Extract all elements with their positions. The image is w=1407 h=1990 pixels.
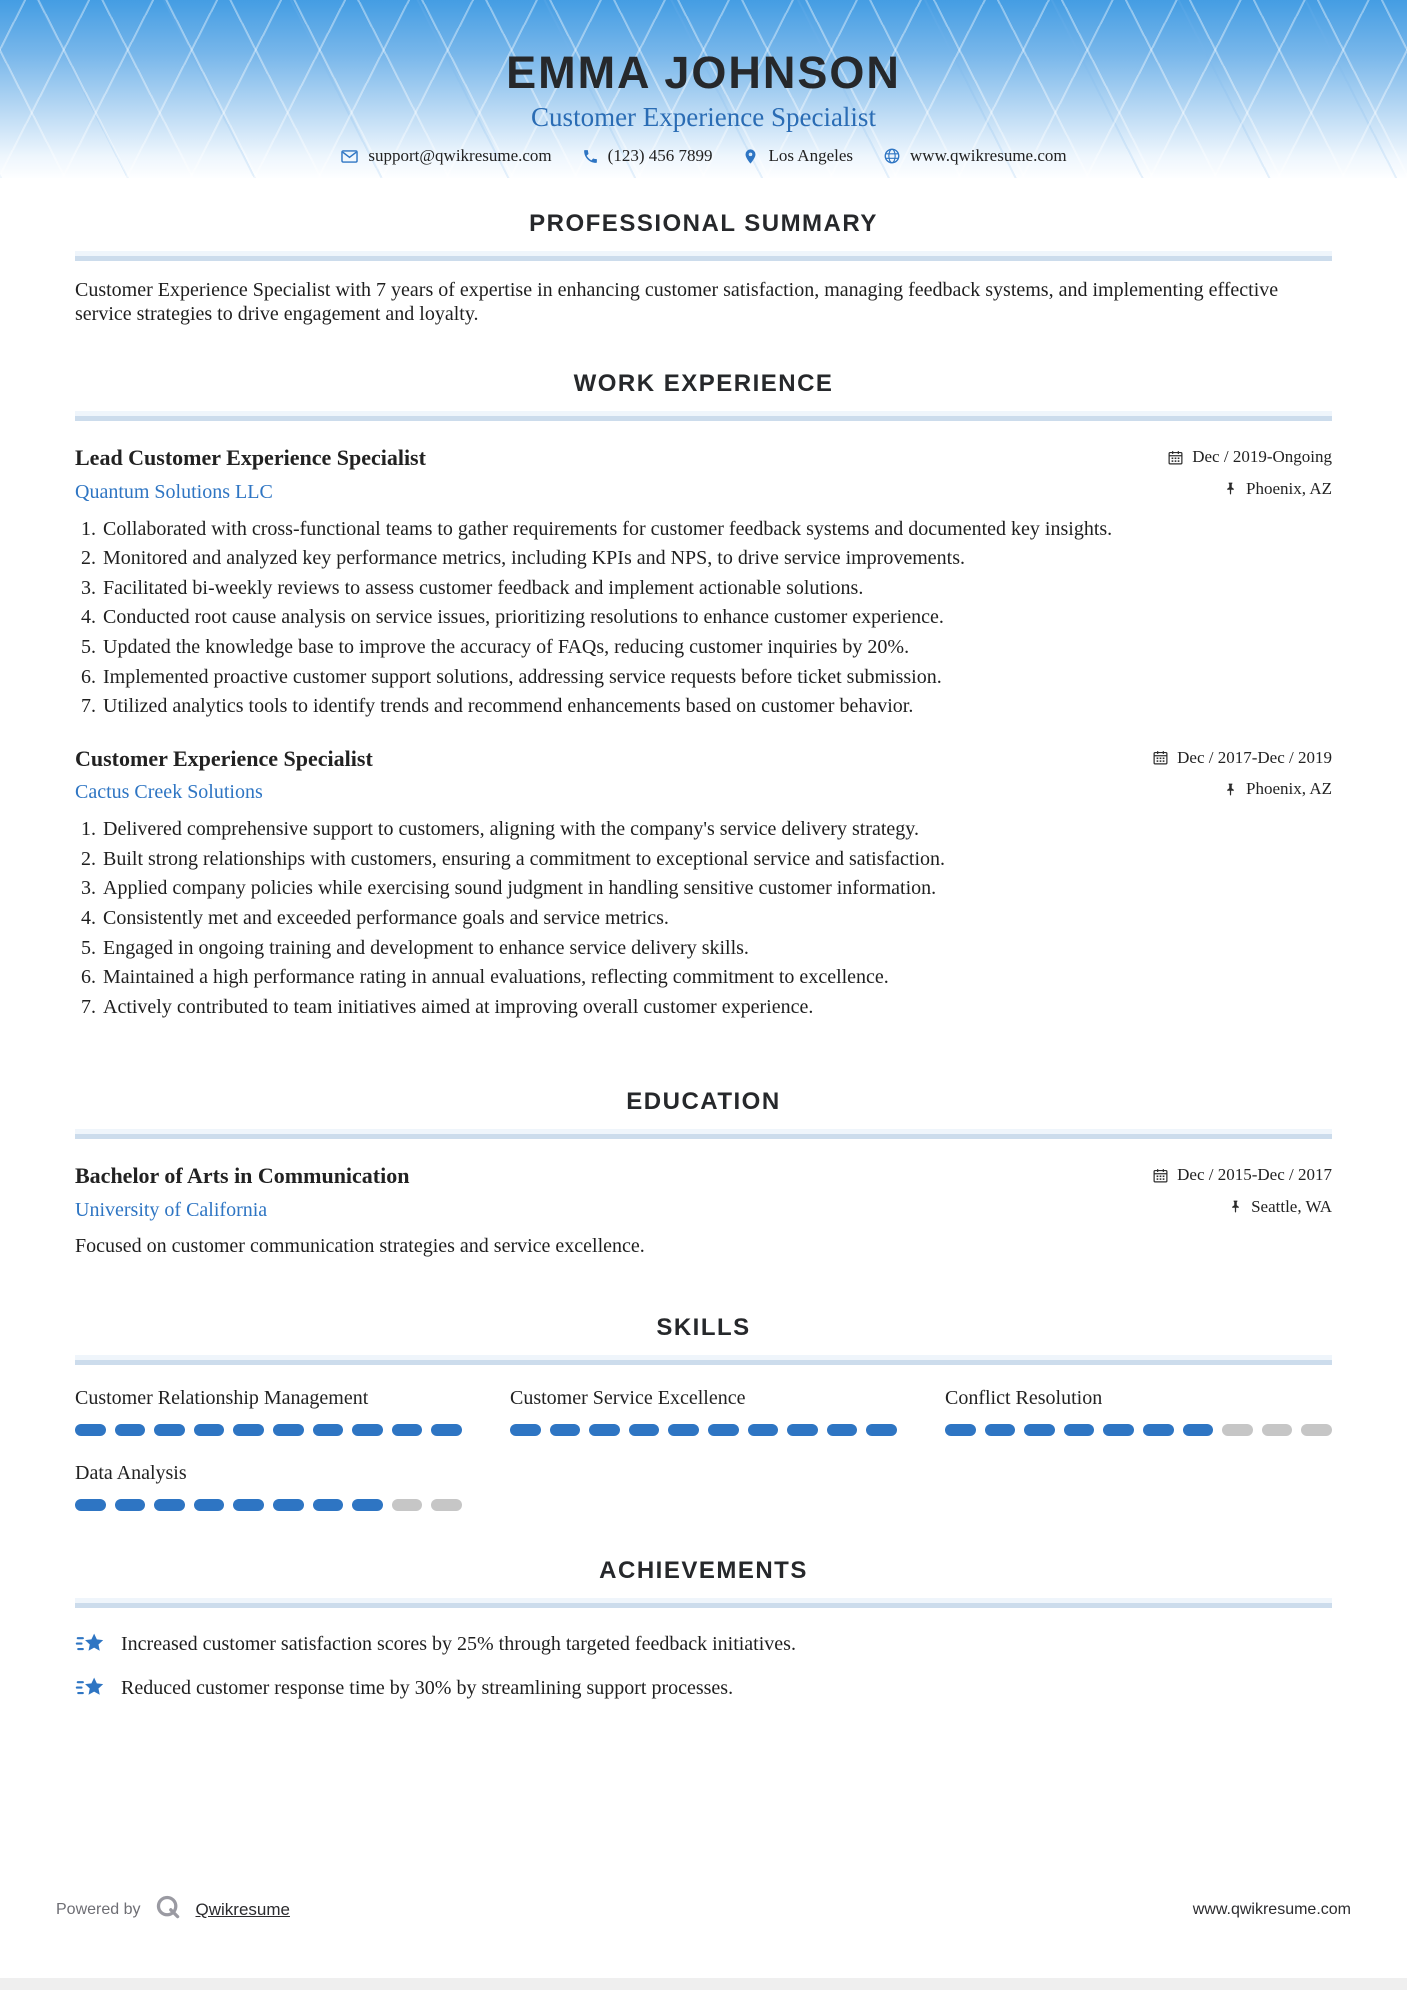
page-footer	[56, 1892, 1351, 1928]
skill-segment	[1183, 1424, 1214, 1436]
qwikresume-logo-icon	[153, 1892, 184, 1928]
section-work-experience	[75, 370, 1332, 1018]
skill-segment	[194, 1424, 225, 1436]
skill-segment	[1262, 1424, 1293, 1436]
job-bullet: 5. Engaged in ongoing training and development to enhance service delivery skills.	[101, 937, 1332, 960]
contact-text: Los Angeles	[768, 146, 854, 165]
skill-segment	[589, 1424, 620, 1436]
skill-segment	[510, 1424, 541, 1436]
globe-icon	[883, 147, 901, 165]
calendar-icon	[1152, 749, 1169, 766]
candidate-name: EMMA JOHNSON	[506, 47, 901, 98]
skill-segment	[431, 1499, 462, 1511]
map-pin-icon	[742, 148, 759, 165]
skill-segment	[1103, 1424, 1134, 1436]
job-bullet-list	[75, 818, 1332, 1018]
job-location	[1152, 779, 1332, 799]
skill-segment	[115, 1424, 146, 1436]
skill-segment	[866, 1424, 897, 1436]
skill-segment	[115, 1499, 146, 1511]
job-bullet: 3. Facilitated bi-weekly reviews to assess customer feedback and implement actionable solutions.	[101, 577, 1332, 600]
job-bullet: 2. Built strong relationships with customers, ensuring a commitment to exceptional service and satisfaction.	[101, 848, 1332, 871]
degree-title: Bachelor of Arts in Communication	[75, 1163, 410, 1189]
skill-segment	[75, 1424, 106, 1436]
skill-segment	[668, 1424, 699, 1436]
skill-segment	[352, 1499, 383, 1511]
company-link[interactable]: Quantum Solutions LLC	[75, 480, 273, 503]
job-bullet: 2. Monitored and analyzed key performance metrics, including KPIs and NPS, to drive service improvements.	[101, 547, 1332, 570]
skill-item	[75, 1387, 462, 1436]
job-bullet: 1. Delivered comprehensive support to customers, aligning with the company's service delivery strategy.	[101, 818, 1332, 841]
skill-segment	[233, 1424, 264, 1436]
work-heading: WORK EXPERIENCE	[573, 370, 834, 398]
skill-segment	[1064, 1424, 1095, 1436]
education-heading: EDUCATION	[626, 1088, 781, 1116]
education-dates	[1152, 1165, 1332, 1185]
phone-icon	[582, 148, 599, 165]
skill-segment	[154, 1499, 185, 1511]
skill-segment	[1143, 1424, 1174, 1436]
section-achievements	[75, 1557, 1332, 1703]
achievement-text: Increased customer satisfaction scores by 25% through targeted feedback initiatives.	[121, 1633, 796, 1656]
section-divider	[75, 411, 1332, 421]
job-location-text: Phoenix, AZ	[1246, 779, 1332, 799]
job-bullet: 3. Applied company policies while exercising sound judgment in handling sensitive customer information.	[101, 877, 1332, 900]
job-entries	[75, 445, 1332, 1018]
achievement-item	[75, 1630, 1332, 1659]
skill-segment	[431, 1424, 462, 1436]
pushpin-icon	[1228, 1199, 1243, 1214]
section-divider	[75, 1129, 1332, 1139]
contact-text: support@qwikresume.com	[368, 146, 552, 165]
job-dates	[1152, 748, 1332, 768]
skill-segment	[194, 1499, 225, 1511]
calendar-icon	[1167, 449, 1184, 466]
job-location-text: Phoenix, AZ	[1246, 478, 1332, 498]
job-dates-text: Dec / 2019-Ongoing	[1192, 447, 1332, 467]
powered-by-label: Powered by	[56, 1901, 141, 1918]
achievements-heading: ACHIEVEMENTS	[599, 1556, 808, 1584]
skill-segment	[154, 1424, 185, 1436]
contact-row	[0, 146, 1407, 166]
education-dates-text: Dec / 2015-Dec / 2017	[1177, 1165, 1332, 1185]
skill-segment	[1222, 1424, 1253, 1436]
skill-segment	[352, 1424, 383, 1436]
skill-segment	[313, 1424, 344, 1436]
section-divider	[75, 251, 1332, 261]
skill-segment	[273, 1424, 304, 1436]
section-professional-summary	[75, 210, 1332, 326]
candidate-job-title: Customer Experience Specialist	[531, 102, 876, 132]
skill-segment	[827, 1424, 858, 1436]
job-bullet: 1. Collaborated with cross-functional teams to gather requirements for customer feedback systems and documented key insights.	[101, 518, 1332, 541]
skill-segment	[629, 1424, 660, 1436]
section-skills	[75, 1314, 1332, 1511]
skill-item	[945, 1387, 1332, 1436]
job-bullet: 6. Implemented proactive customer support solutions, addressing service requests before ticket submission.	[101, 666, 1332, 689]
skill-item	[75, 1462, 462, 1511]
footer-website[interactable]: www.qwikresume.com	[1192, 1901, 1351, 1918]
skill-segment	[748, 1424, 779, 1436]
calendar-icon	[1152, 1167, 1169, 1184]
work-entry	[75, 746, 1332, 1019]
job-bullet: 4. Conducted root cause analysis on service issues, prioritizing resolutions to enhance customer experience.	[101, 606, 1332, 629]
work-entry	[75, 445, 1332, 718]
resume-header	[0, 0, 1407, 178]
skill-segment	[1301, 1424, 1332, 1436]
company-link[interactable]: Cactus Creek Solutions	[75, 781, 263, 804]
job-title: Lead Customer Experience Specialist	[75, 445, 426, 471]
skill-segment	[985, 1424, 1016, 1436]
achievements-list	[75, 1630, 1332, 1703]
skill-name: Customer Service Excellence	[510, 1386, 746, 1409]
skills-heading: SKILLS	[656, 1313, 751, 1341]
resume-body	[0, 210, 1407, 1703]
contact-item[interactable]	[883, 146, 1067, 166]
school-link[interactable]: University of California	[75, 1198, 268, 1221]
skill-segment	[233, 1499, 264, 1511]
qwikresume-link[interactable]: Qwikresume	[195, 1900, 290, 1919]
skill-name: Conflict Resolution	[945, 1386, 1103, 1409]
contact-item[interactable]	[340, 146, 551, 166]
education-entry	[75, 1163, 1332, 1257]
job-title: Customer Experience Specialist	[75, 745, 373, 771]
job-bullet: 7. Utilized analytics tools to identify trends and recommend enhancements based on customer behavior.	[101, 695, 1332, 718]
skill-level-bar	[75, 1499, 462, 1511]
skill-level-bar	[510, 1424, 897, 1436]
achievement-text: Reduced customer response time by 30% by streamlining support processes.	[121, 1677, 734, 1700]
contact-item	[582, 146, 713, 166]
education-location-text: Seattle, WA	[1251, 1196, 1332, 1216]
job-bullet-list	[75, 518, 1332, 718]
job-dates-text: Dec / 2017-Dec / 2019	[1177, 747, 1332, 767]
skill-level-bar	[945, 1424, 1332, 1436]
summary-heading: PROFESSIONAL SUMMARY	[529, 210, 878, 237]
skill-name: Customer Relationship Management	[75, 1386, 369, 1409]
contact-item	[742, 146, 853, 166]
job-location	[1167, 479, 1332, 499]
skill-segment	[708, 1424, 739, 1436]
job-dates	[1167, 447, 1332, 467]
job-bullet: 4. Consistently met and exceeded performance goals and service metrics.	[101, 907, 1332, 930]
skill-segment	[273, 1499, 304, 1511]
education-description: Focused on customer communication strategies and service excellence.	[75, 1234, 645, 1257]
skill-level-bar	[75, 1424, 462, 1436]
section-divider	[75, 1355, 1332, 1365]
job-bullet: 7. Actively contributed to team initiatives aimed at improving overall customer experience.	[101, 996, 1332, 1019]
skill-segment	[945, 1424, 976, 1436]
shooting-star-icon	[75, 1674, 106, 1703]
skill-segment	[787, 1424, 818, 1436]
skill-name: Data Analysis	[75, 1461, 187, 1484]
skill-segment	[392, 1424, 423, 1436]
education-location	[1152, 1197, 1332, 1217]
skill-segment	[392, 1499, 423, 1511]
shooting-star-icon	[75, 1630, 106, 1659]
achievement-item	[75, 1674, 1332, 1703]
job-bullet: 5. Updated the knowledge base to improve the accuracy of FAQs, reducing customer inquiries by 20%.	[101, 636, 1332, 659]
skill-segment	[550, 1424, 581, 1436]
skill-segment	[313, 1499, 344, 1511]
section-divider	[75, 1598, 1332, 1608]
section-education	[75, 1088, 1332, 1257]
skill-segment	[75, 1499, 106, 1511]
skills-grid	[75, 1387, 1332, 1511]
job-bullet: 6. Maintained a high performance rating in annual evaluations, reflecting commitment to excellence.	[101, 966, 1332, 989]
envelope-icon	[340, 147, 359, 166]
skill-item	[510, 1387, 897, 1436]
pushpin-icon	[1223, 481, 1238, 496]
skill-segment	[1024, 1424, 1055, 1436]
summary-text: Customer Experience Specialist with 7 years of expertise in enhancing customer satisfaction, managing feedback systems, and implementing effective service strategies to drive engagement and loyalty.	[75, 279, 1279, 325]
contact-text: www.qwikresume.com	[910, 146, 1067, 165]
pushpin-icon	[1223, 782, 1238, 797]
page-bottom-edge	[0, 1978, 1407, 1990]
contact-text: (123) 456 7899	[607, 146, 713, 165]
